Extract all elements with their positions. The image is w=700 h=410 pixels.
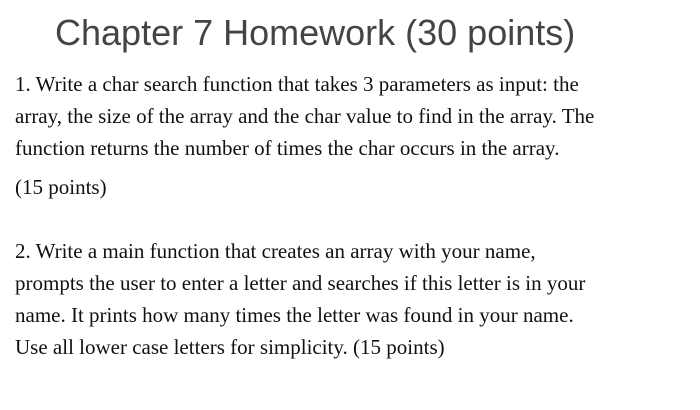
slide-title: Chapter 7 Homework (30 points)	[55, 12, 576, 53]
question-2-line: 2. Write a main function that creates an array with your name,	[15, 239, 536, 263]
question-2-line: Use all lower case letters for simplicity. (15 points)	[15, 335, 445, 359]
question-1-line: 1. Write a char search function that takes 3 parameters as input: the	[15, 72, 579, 96]
question-2-line: prompts the user to enter a letter and searches if this letter is in your	[15, 271, 586, 295]
question-1-line: function returns the number of times the char occurs in the array.	[15, 136, 560, 160]
question-1-text	[15, 68, 687, 164]
question-2-text	[15, 235, 687, 363]
question-2-line: name. It prints how many times the letter was found in your name.	[15, 303, 574, 327]
question-1-points: (15 points)	[15, 175, 107, 199]
question-1-line: array, the size of the array and the char value to find in the array. The	[15, 104, 595, 128]
